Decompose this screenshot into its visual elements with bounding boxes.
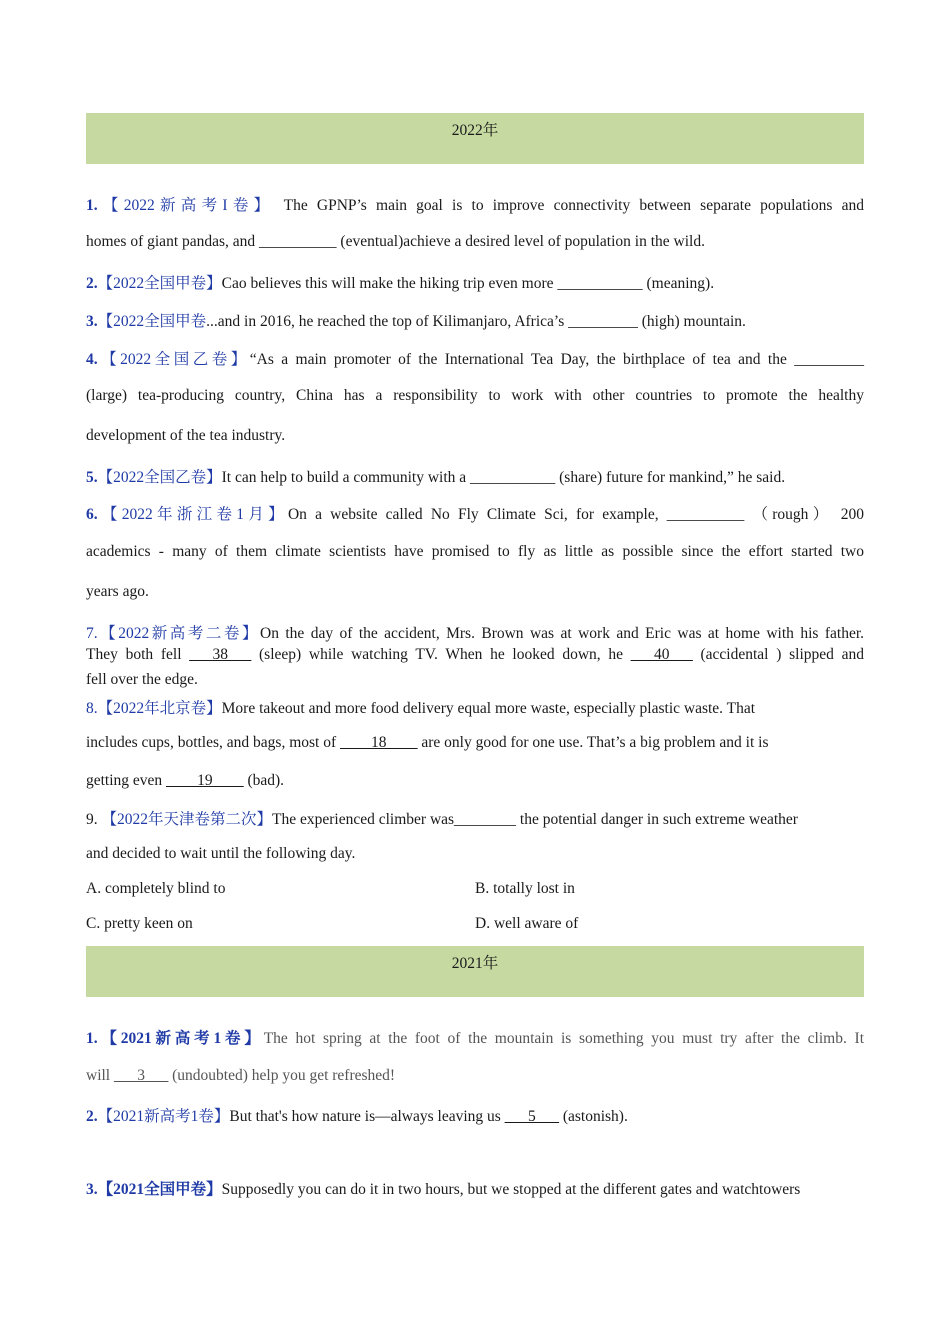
question-2022-4-line1 [86,347,864,369]
question-text: are only good for one use. That’s a big problem and it is [417,734,769,751]
question-text: getting even [86,772,167,789]
question-2021-1-line2 [86,1067,864,1085]
question-text: (sleep) while watching TV. When he looked down, he [251,646,631,663]
question-text: On the day of the accident, Mrs. Brown was at work and Eric was at home with his father. [260,625,864,642]
question-number: 7. [86,625,98,642]
answer-blank: ___5___ [504,1108,559,1125]
question-2022-7-line2 [86,646,864,664]
question-text: It can help to build a community with a ___________ (share) future for mankind,” he said. [221,469,786,486]
question-source: 【2022年天津卷第二次】 [101,811,273,828]
question-text: includes cups, bottles, and bags, most of [86,734,340,751]
question-text: The GPNP’s main goal is to improve connectivity between separate populations and [283,197,864,214]
question-2022-4-line2: (large) tea-producing country, China has a responsibility to work with other countries to promote the healthy [86,387,864,404]
option-d: D. well aware of [475,915,579,932]
question-number: 2. [86,275,98,292]
question-text: (bad). [243,772,285,789]
option-a: A. completely blind to [86,880,226,897]
question-source: 【2021全国甲卷】 [97,1181,222,1198]
question-source: 【2021新高考1卷】 [97,1030,264,1047]
question-text: “As a main promoter of the International Tea Day, the birthplace of tea and the _________ [249,351,864,368]
question-text: ...and in 2016, he reached the top of Kilimanjaro, Africa’s _________ (high) mountain. [206,313,746,330]
question-2022-2 [86,271,864,293]
question-2022-9-line2: and decided to wait until the following day. [86,845,356,862]
question-text: But that's how nature is—always leaving us [229,1108,505,1125]
question-number: 4. [86,351,98,368]
section-title: 2022年 [451,122,499,139]
question-source: 【2021新高考1卷】 [97,1108,230,1125]
question-number: 8. [86,700,98,717]
question-number: 9. [86,811,102,828]
option-b: B. totally lost in [475,880,575,897]
section-header-2021 [86,946,864,997]
question-2022-9-line1 [86,807,864,829]
question-2022-3 [86,309,864,331]
question-2022-1-line2: homes of giant pandas, and __________ (eventual)achieve a desired level of population in the wild. [86,233,705,250]
question-2022-4-line3: development of the tea industry. [86,427,286,444]
question-2022-6-line2: academics - many of them climate scientists have promised to fly as little as possible since the effort started two [86,543,864,560]
answer-blank: ___38___ [189,646,252,663]
question-2022-8-line3 [86,772,864,790]
question-2022-5 [86,465,864,487]
question-text: (astonish). [558,1108,628,1125]
section-title: 2021年 [451,955,499,972]
question-number: 1. [86,197,98,214]
question-number: 6. [86,506,98,523]
question-2021-2 [86,1104,864,1126]
question-number: 1. [86,1030,98,1047]
question-2022-6-line1 [86,502,864,524]
question-source: 【2022全国甲卷】 [97,275,222,292]
question-source: 【2022全国甲卷 [97,313,207,330]
question-text: More takeout and more food delivery equal more waste, especially plastic waste. That [221,700,756,717]
question-2021-3 [86,1177,864,1199]
question-number: 5. [86,469,98,486]
section-header-2022 [86,113,864,164]
question-2022-8-line2 [86,734,864,752]
question-source: 【2022全国乙卷】 [97,469,222,486]
question-number: 2. [86,1108,98,1125]
answer-blank: ___3___ [114,1067,169,1084]
question-2022-1-line1 [86,193,864,215]
answer-blank: ____18____ [340,734,418,751]
answer-blank: ___40___ [630,646,693,663]
question-text: Cao believes this will make the hiking trip even more ___________ (meaning). [221,275,715,292]
question-text: On a website called No Fly Climate Sci, for example, __________ （rough） 200 [287,506,864,523]
answer-blank: ____19____ [166,772,244,789]
question-source: 【2022新高考I卷】 [97,197,275,214]
question-text: The hot spring at the foot of the mountain is something you must try after the climb. It [263,1030,864,1047]
question-2022-7-line1 [86,621,864,643]
question-text: The experienced climber was________ the potential danger in such extreme weather [272,811,798,828]
question-text: Supposedly you can do it in two hours, but we stopped at the different gates and watchtowers [221,1181,801,1198]
question-source: 【2022全国乙卷】 [97,351,250,368]
question-source: 【2022年浙江卷1月】 [97,506,288,523]
question-source: 【2022年北京卷】 [97,700,222,717]
question-text: will [86,1067,114,1084]
option-c: C. pretty keen on [86,915,193,932]
question-text: (undoubted) help you get refreshed! [168,1067,396,1084]
question-text: They both fell [86,646,190,663]
question-2022-6-line3: years ago. [86,583,149,600]
question-number: 3. [86,1181,98,1198]
question-2022-8-line1 [86,696,864,718]
question-text: (accidental ) slipped and [692,646,864,663]
question-2021-1-line1 [86,1026,864,1048]
question-source: 【2022新高考二卷】 [97,625,260,642]
question-number: 3. [86,313,98,330]
question-2022-7-line3: fell over the edge. [86,671,198,688]
